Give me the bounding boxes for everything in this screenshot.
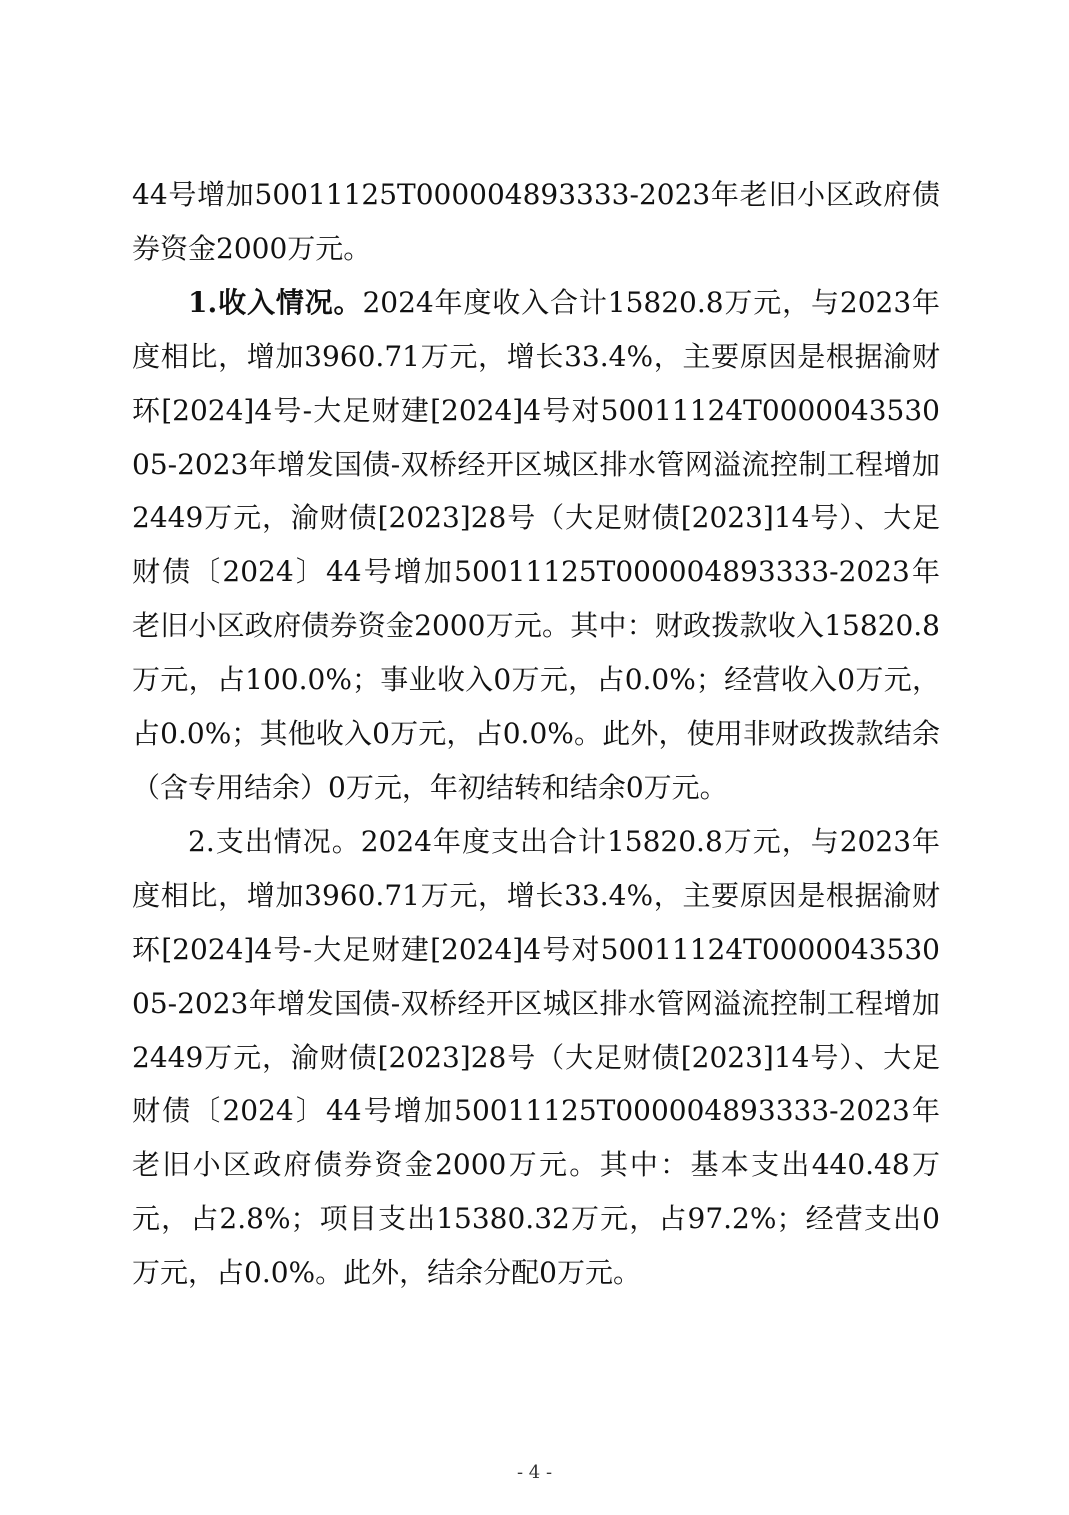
continuation-text: 44号增加50011125T000004893333-2023年老旧小区政府债券资金2000万元。	[132, 178, 940, 265]
document-body	[132, 168, 940, 1300]
page-number: - 4 -	[516, 1462, 553, 1483]
expenditure-paragraph	[132, 815, 940, 1300]
income-text: 2024年度收入合计15820.8万元，与2023年度相比，增加3960.71万元，增长33.4%，主要原因是根据渝财环[2024]4号-大足财建[2024]4号对50011124T000004353005-2023年增发国债-双桥经开区城区排水管网溢流控制工程增加2449万元，渝财债[2023]28号（大足财债[2023]14号）、大足财债〔2024〕44号增加50011125T000004893333-2023年老旧小区政府债券资金2000万元。其中：财政拨款收入15820.8万元，占100.0%；事业收入0万元，占0.0%；经营收入0万元，占0.0%；其他收入0万元，占0.0%。此外，使用非财政拨款结余（含专用结余）0万元，年初结转和结余0万元。	[132, 285, 940, 804]
expenditure-text: 2024年度支出合计15820.8万元，与2023年度相比，增加3960.71万元，增长33.4%，主要原因是根据渝财环[2024]4号-大足财建[2024]4号对50011124T000004353005-2023年增发国债-双桥经开区城区排水管网溢流控制工程增加2449万元，渝财债[2023]28号（大足财债[2023]14号）、大足财债〔2024〕44号增加50011125T000004893333-2023年老旧小区政府债券资金2000万元。其中：基本支出440.48万元，占2.8%；项目支出15380.32万元，占97.2%；经营支出0万元，占0.0%。此外，结余分配0万元。	[132, 824, 941, 1290]
expenditure-heading: 2.支出情况。	[188, 824, 361, 858]
income-heading: 1.收入情况。	[188, 285, 363, 319]
continuation-paragraph	[132, 168, 940, 276]
income-paragraph	[132, 276, 940, 815]
